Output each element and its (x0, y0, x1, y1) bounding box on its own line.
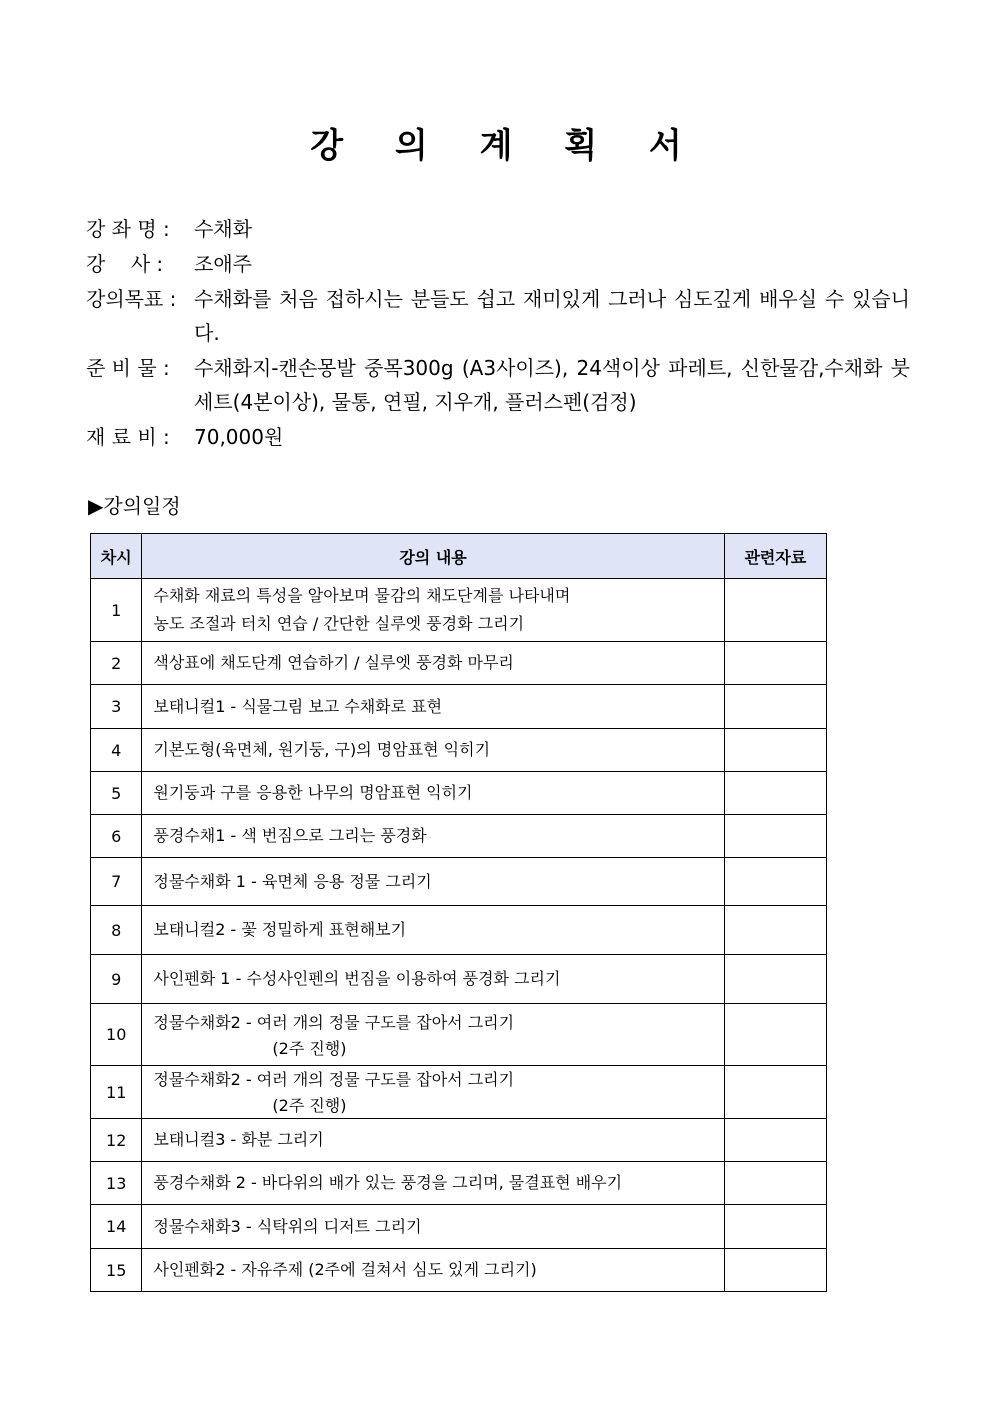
session-content (142, 906, 724, 955)
session-content (142, 955, 724, 1004)
info-row-goal (86, 282, 910, 350)
table-row (91, 1249, 827, 1292)
info-label: 준 비 물 : (86, 356, 170, 380)
table-row (91, 1205, 827, 1249)
session-content (142, 1205, 724, 1249)
info-row-fee (86, 420, 910, 454)
session-materials (724, 1205, 826, 1249)
session-number: 9 (91, 955, 142, 1004)
table-row (91, 906, 827, 955)
session-content-line: 보태니컬1 - 식물그림 보고 수채화로 표현 (153, 696, 443, 716)
session-number: 6 (91, 815, 142, 858)
session-materials (724, 1119, 826, 1162)
info-row-instructor (86, 247, 910, 281)
table-row (91, 579, 827, 642)
session-number: 15 (91, 1249, 142, 1292)
header-session: 차시 (91, 534, 142, 579)
info-row-materials (86, 351, 910, 419)
session-number: 3 (91, 685, 142, 729)
session-materials (724, 685, 826, 729)
session-content-line: 정물수채화3 - 식탁위의 디저트 그리기 (153, 1216, 422, 1236)
table-row (91, 1004, 827, 1066)
course-info (86, 212, 910, 455)
schedule-table (90, 533, 827, 1292)
session-content-line: 보태니컬2 - 꽃 정밀하게 표현해보기 (153, 920, 407, 939)
table-row (91, 955, 827, 1004)
session-content (142, 1162, 724, 1205)
session-content-line: (2주 진행) (272, 1038, 347, 1058)
session-content-line: 풍경수채화 2 - 바다위의 배가 있는 풍경을 그리며, 물결표현 배우기 (153, 1173, 623, 1192)
session-materials (724, 642, 826, 685)
session-content (142, 815, 724, 858)
table-header-row (91, 534, 827, 579)
session-content (142, 685, 724, 729)
session-content (142, 1119, 724, 1162)
session-content (142, 1066, 724, 1119)
session-number: 10 (91, 1004, 142, 1066)
info-value: 70,000원 (194, 425, 284, 449)
session-content-line: 수채화 재료의 특성을 알아보며 물감의 채도단계를 나타내며 (153, 586, 571, 605)
session-content-line: 사인펜화2 - 자유주제 (2주에 걸쳐서 심도 있게 그리기) (153, 1260, 537, 1279)
session-content-line: 정물수채화2 - 여러 개의 정물 구도를 잡아서 그리기 (153, 1012, 515, 1032)
session-materials (724, 955, 826, 1004)
session-content (142, 858, 724, 906)
session-materials (724, 1004, 826, 1066)
page-title: 강 의 계 획 서 (310, 126, 702, 166)
session-content (142, 1249, 724, 1292)
header-content: 강의 내용 (142, 534, 724, 579)
session-materials (724, 1066, 826, 1119)
table-row (91, 685, 827, 729)
session-content (142, 642, 724, 685)
info-row-course-name (86, 212, 910, 246)
info-value: 수채화 (194, 217, 252, 241)
session-number: 11 (91, 1066, 142, 1119)
session-materials (724, 906, 826, 955)
table-row (91, 1162, 827, 1205)
session-number: 4 (91, 729, 142, 772)
session-number: 13 (91, 1162, 142, 1205)
header-materials: 관련자료 (724, 534, 826, 579)
table-row (91, 729, 827, 772)
table-row (91, 1119, 827, 1162)
session-content-line: 사인펜화 1 - 수성사인펜의 번짐을 이용하여 풍경화 그리기 (153, 969, 561, 988)
session-content (142, 1004, 724, 1066)
session-content (142, 579, 724, 642)
info-value: 조애주 (194, 252, 252, 276)
session-materials (724, 772, 826, 815)
session-content (142, 772, 724, 815)
schedule-body (91, 579, 827, 1292)
schedule-heading: ▶강의일정 (88, 494, 181, 518)
session-content (142, 729, 724, 772)
session-number: 14 (91, 1205, 142, 1249)
session-content-line: 기본도형(육면체, 원기둥, 구)의 명암표현 익히기 (153, 740, 491, 759)
table-row (91, 642, 827, 685)
session-content-line: (2주 진행) (272, 1096, 347, 1115)
session-content-line: 풍경수채1 - 색 번짐으로 그리는 풍경화 (153, 826, 427, 845)
session-content-line: 정물수채화 1 - 육면체 응용 정물 그리기 (153, 871, 432, 891)
info-label: 강 사 : (86, 252, 164, 276)
session-materials (724, 1162, 826, 1205)
session-content-line: 정물수채화2 - 여러 개의 정물 구도를 잡아서 그리기 (153, 1070, 515, 1089)
session-materials (724, 858, 826, 906)
session-materials (724, 729, 826, 772)
info-label: 강의목표 : (86, 287, 177, 311)
session-number: 8 (91, 906, 142, 955)
table-row (91, 1066, 827, 1119)
table-row (91, 772, 827, 815)
session-content-line: 농도 조절과 터치 연습 / 간단한 실루엣 풍경화 그리기 (153, 614, 525, 633)
table-row (91, 815, 827, 858)
session-content-line: 색상표에 채도단계 연습하기 / 실루엣 풍경화 마무리 (153, 653, 514, 672)
info-label: 재 료 비 : (86, 425, 170, 449)
info-value: 수채화지-캔손몽발 중목300g (A3사이즈), 24색이상 파레트, 신한물감,수채화 붓세트(4본이상), 물통, 연필, 지우개, 플러스펜(검정) (194, 356, 910, 414)
session-materials (724, 1249, 826, 1292)
session-number: 1 (91, 579, 142, 642)
session-number: 5 (91, 772, 142, 815)
session-number: 12 (91, 1119, 142, 1162)
session-materials (724, 815, 826, 858)
session-number: 7 (91, 858, 142, 906)
table-row (91, 858, 827, 906)
info-label: 강 좌 명 : (86, 217, 170, 241)
info-value: 수채화를 처음 접하시는 분들도 쉽고 재미있게 그러나 심도깊게 배우실 수 있습니다. (194, 287, 910, 345)
session-content-line: 보태니컬3 - 화분 그리기 (153, 1130, 324, 1149)
session-number: 2 (91, 642, 142, 685)
session-content-line: 원기둥과 구를 응용한 나무의 명암표현 익히기 (153, 783, 473, 802)
session-materials (724, 579, 826, 642)
